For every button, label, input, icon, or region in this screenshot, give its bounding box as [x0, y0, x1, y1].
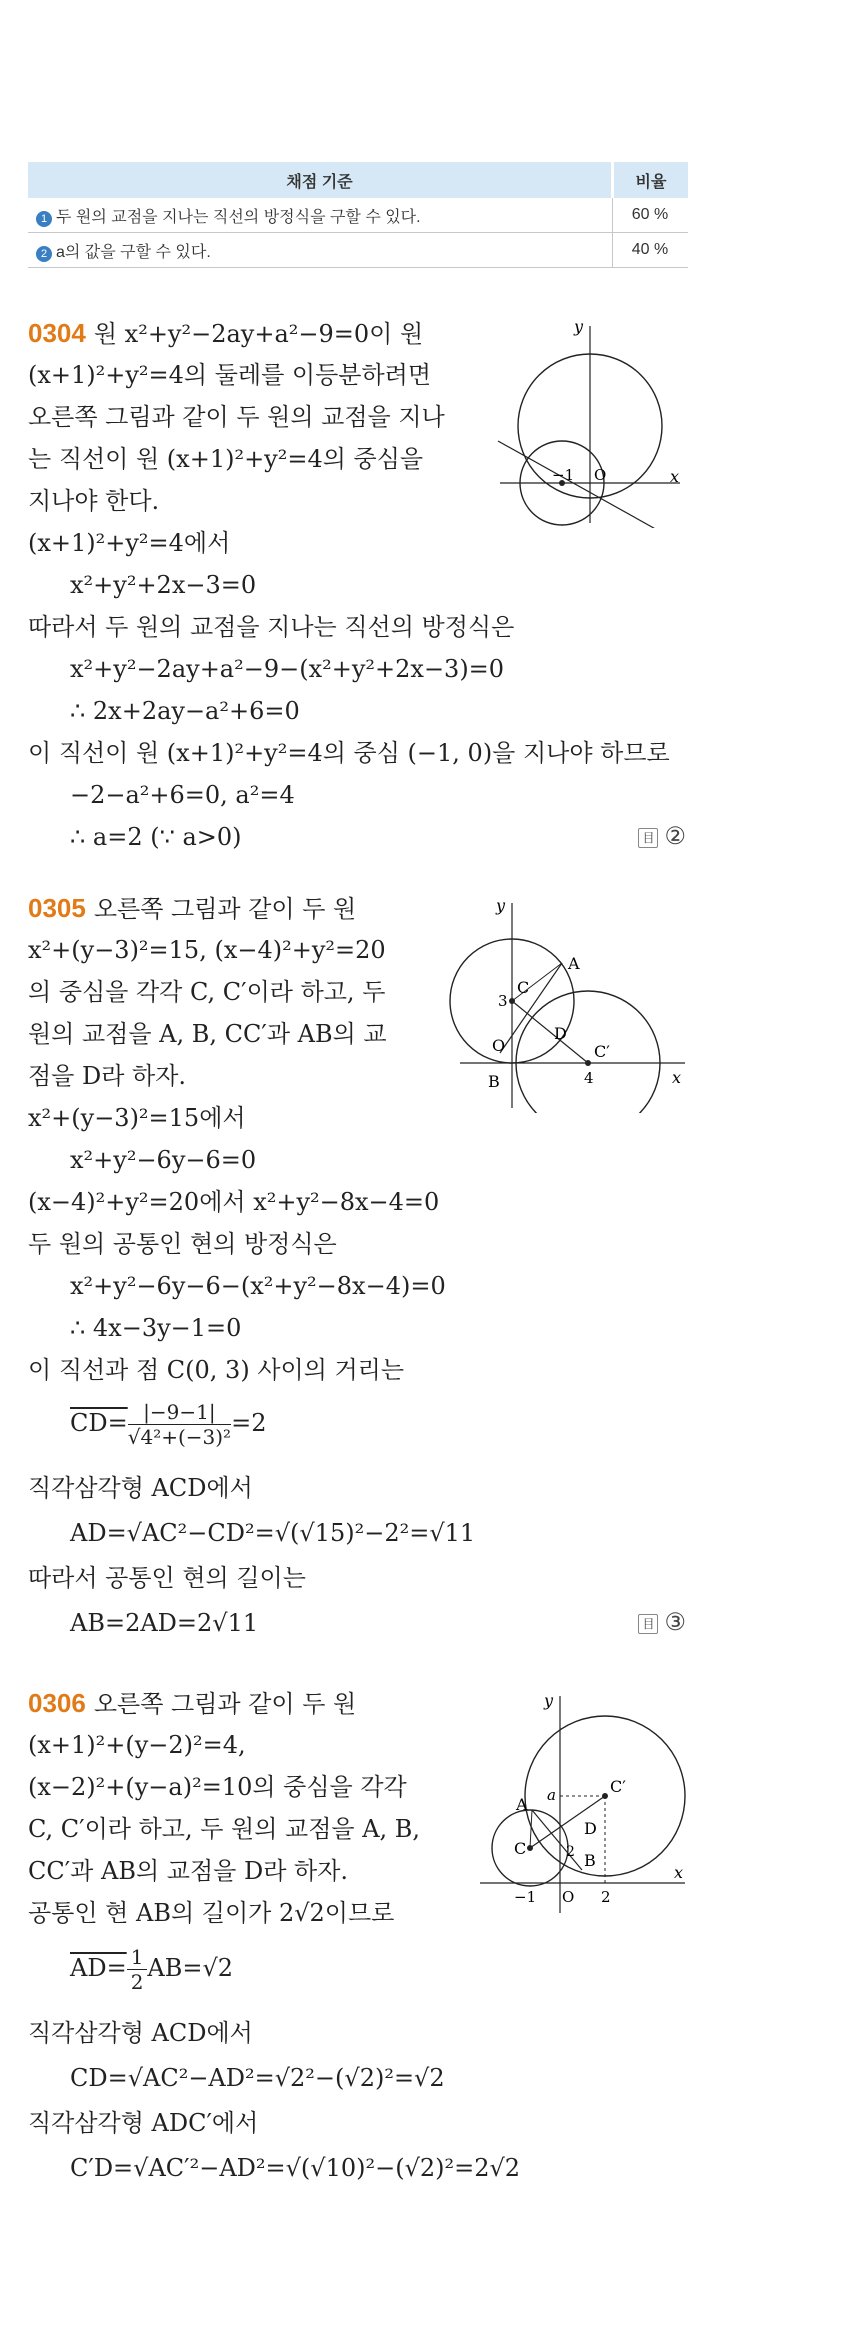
- y-axis-label: y: [496, 896, 506, 915]
- fraction-numerator: 1: [127, 1945, 148, 1970]
- point-label: D: [554, 1024, 567, 1043]
- solution-line: =2: [231, 1409, 267, 1437]
- solution-line: 원의 교점을 A, B, CC′과 AB의 교: [28, 1020, 387, 1048]
- solution-line: CC′과 AB의 교점을 D라 하자.: [28, 1857, 349, 1885]
- criteria-text: 두 원의 교점을 지나는 직선의 방정식을 구할 수 있다.: [56, 208, 421, 226]
- step-badge: 1: [36, 211, 52, 227]
- fraction-numerator: |−9−1|: [128, 1400, 231, 1425]
- solution-line: 의 중심을 각각 C, C′이라 하고, 두: [28, 978, 386, 1006]
- answer: [638, 822, 686, 851]
- solution-line: (x−2)²+(y−a)²=10의 중심을 각각: [28, 1773, 407, 1801]
- solution-line: 직각삼각형 ACD에서: [28, 1474, 253, 1502]
- point-label: C′: [594, 1042, 610, 1061]
- fraction: [128, 1400, 231, 1449]
- solution-line: ∴ 2x+2ay−a²+6=0: [70, 697, 300, 725]
- solution-line: 두 원의 공통인 현의 방정식은: [28, 1230, 337, 1258]
- solution-line: (x+1)²+y²=4의 둘레를 이등분하려면: [28, 361, 432, 389]
- x-axis-label: x: [672, 1068, 682, 1087]
- answer-value: ③: [664, 1609, 686, 1636]
- solution-line: AB=2AD=2√11: [70, 1609, 259, 1637]
- criteria-header: 채점 기준: [28, 162, 613, 198]
- solution-line: x²+y²+2x−3=0: [70, 571, 257, 599]
- answer: [638, 1608, 686, 1637]
- solution-line: (x−4)²+y²=20에서 x²+y²−8x−4=0: [28, 1188, 440, 1216]
- answer-value: ②: [664, 823, 686, 850]
- solution-line: AB=√2: [147, 1954, 234, 1982]
- table-row: [28, 233, 688, 268]
- point-label: B: [584, 1851, 596, 1870]
- table-row: [28, 198, 688, 233]
- point-label: C: [514, 1839, 527, 1858]
- figure-0305: [440, 893, 690, 1113]
- tick-label: −1: [552, 466, 575, 484]
- solution-line: 원 x²+y²−2ay+a²−9=0이 원: [93, 320, 424, 348]
- solution-line: 지나야 한다.: [28, 487, 160, 515]
- origin-label: O: [594, 466, 607, 484]
- solution-line: 직각삼각형 ACD에서: [28, 2019, 253, 2047]
- solution-line: C′D=√AC′²−AD²=√(√10)²−(√2)²=2√2: [70, 2154, 521, 2182]
- solution-line: (x+1)²+(y−2)²=4,: [28, 1731, 246, 1759]
- solution-line: CD=: [70, 1409, 128, 1437]
- tick-label: 2: [566, 1844, 575, 1860]
- solution-line: x²+y²−6y−6=0: [70, 1146, 257, 1174]
- figure-0306: [470, 1688, 690, 1918]
- solution-line: 따라서 두 원의 교점을 지나는 직선의 방정식은: [28, 613, 515, 641]
- solution-line: 점을 D라 하자.: [28, 1062, 187, 1090]
- solution-line: x²+(y−3)²=15에서: [28, 1104, 246, 1132]
- point-label: A: [568, 954, 580, 973]
- fraction-denominator: √4²+(−3)²: [127, 1425, 232, 1449]
- solution-line: 오른쪽 그림과 같이 두 원: [93, 895, 357, 923]
- point-label: C: [517, 978, 530, 997]
- solution-line: AD=: [70, 1954, 127, 1982]
- problem-number: 0306: [28, 1688, 86, 1718]
- problem-number: 0304: [28, 318, 86, 348]
- x-axis-label: x: [670, 467, 680, 486]
- fraction: [127, 1945, 148, 1994]
- scoring-table: [28, 162, 688, 268]
- solution-line: (x+1)²+y²=4에서: [28, 529, 231, 557]
- ratio-cell: 60 %: [613, 198, 689, 233]
- solution-line: −2−a²+6=0, a²=4: [70, 781, 295, 809]
- solution-line: 공통인 현 AB의 길이가 2√2이므로: [28, 1899, 395, 1927]
- tick-label: a: [547, 1786, 556, 1804]
- answer-icon: 目: [638, 1614, 658, 1634]
- ratio-cell: 40 %: [613, 233, 689, 268]
- solution-line: 이 직선이 원 (x+1)²+y²=4의 중심 (−1, 0)을 지나야 하므로: [28, 739, 670, 767]
- criteria-text: a의 값을 구할 수 있다.: [56, 243, 211, 261]
- solution-line: CD=√AC²−AD²=√2²−(√2)²=√2: [70, 2064, 445, 2092]
- solution-line: C, C′이라 하고, 두 원의 교점을 A, B,: [28, 1815, 421, 1843]
- point-label: C′: [610, 1777, 626, 1796]
- origin-label: O: [562, 1888, 575, 1906]
- solution-line: 직각삼각형 ADC′에서: [28, 2109, 259, 2137]
- step-badge: 2: [36, 246, 52, 262]
- point-label: A: [516, 1795, 528, 1814]
- ratio-header: 비율: [613, 162, 689, 198]
- figure-0304: [490, 318, 690, 528]
- problem-number: 0305: [28, 893, 86, 923]
- solution-line: ∴ 4x−3y−1=0: [70, 1314, 242, 1342]
- solution-line: 따라서 공통인 현의 길이는: [28, 1564, 306, 1592]
- solution-line: x²+y²−2ay+a²−9−(x²+y²+2x−3)=0: [70, 655, 505, 683]
- solution-line: 는 직선이 원 (x+1)²+y²=4의 중심을: [28, 445, 424, 473]
- solution-line: x²+y²−6y−6−(x²+y²−8x−4)=0: [70, 1272, 446, 1300]
- solution-line: 이 직선과 점 C(0, 3) 사이의 거리는: [28, 1356, 405, 1384]
- tick-label: −1: [514, 1888, 537, 1906]
- y-axis-label: y: [574, 318, 584, 336]
- solution-line: x²+(y−3)²=15, (x−4)²+y²=20: [28, 936, 386, 964]
- tick-label: 3: [498, 992, 508, 1010]
- solution-line: 오른쪽 그림과 같이 두 원의 교점을 지나: [28, 403, 445, 431]
- y-axis-label: y: [544, 1691, 554, 1710]
- point-label: B: [488, 1072, 500, 1091]
- solution-line: 오른쪽 그림과 같이 두 원: [93, 1690, 357, 1718]
- tick-label: 4: [584, 1069, 594, 1087]
- point-label: D: [584, 1819, 597, 1838]
- fraction-denominator: 2: [130, 1970, 144, 1994]
- tick-label: 2: [601, 1888, 611, 1906]
- solution-line: AD=√AC²−CD²=√(√15)²−2²=√11: [70, 1519, 476, 1547]
- x-axis-label: x: [674, 1863, 684, 1882]
- origin-label: O: [492, 1036, 506, 1055]
- answer-icon: 目: [638, 828, 658, 848]
- solution-line: ∴ a=2 (∵ a>0): [70, 823, 242, 851]
